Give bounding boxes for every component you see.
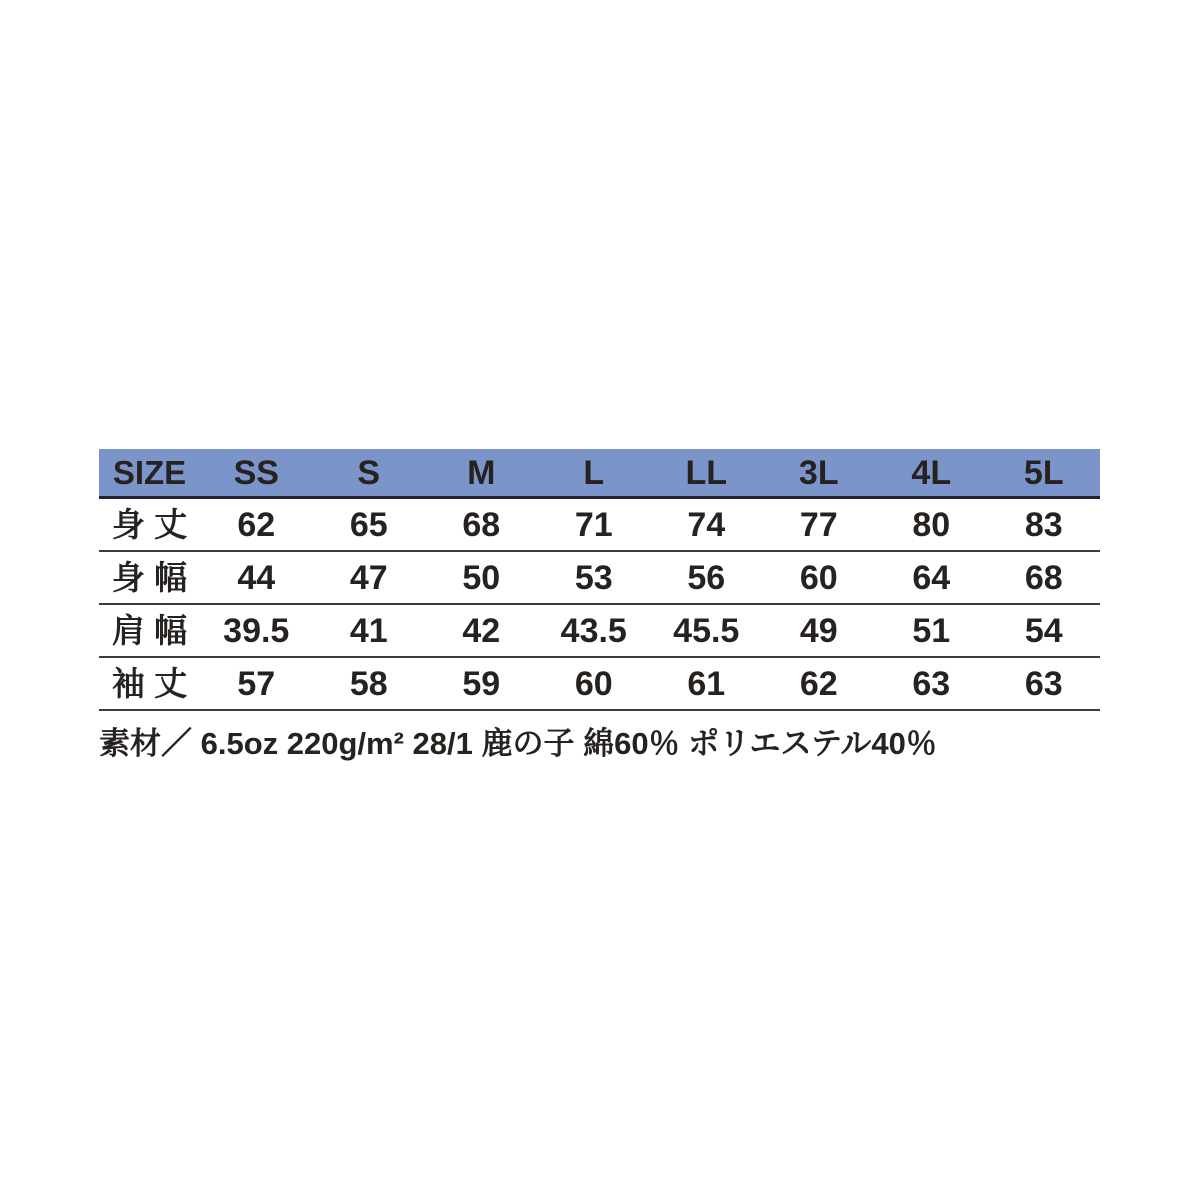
measurement-value: 59 <box>462 664 501 703</box>
size-column-3L: 3L <box>798 453 839 492</box>
measurement-value: 62 <box>799 664 838 703</box>
size-column-LL: LL <box>685 453 728 492</box>
measurement-value: 83 <box>1024 505 1063 544</box>
size-column-SS: SS <box>233 453 279 492</box>
measurement-value: 74 <box>687 505 726 544</box>
measurement-value: 71 <box>574 505 613 544</box>
size-table <box>99 449 1100 711</box>
measurement-value: 60 <box>799 558 838 597</box>
measurement-value: 56 <box>687 558 726 597</box>
table-row <box>99 658 1100 711</box>
measurement-value: 43.5 <box>560 611 627 650</box>
row-label: 身 丈 <box>111 506 188 543</box>
table-row <box>99 499 1100 552</box>
measurement-value: 54 <box>1024 611 1063 650</box>
measurement-value: 68 <box>462 505 501 544</box>
measurement-value: 68 <box>1024 558 1063 597</box>
measurement-value: 57 <box>237 664 276 703</box>
size-column-M: M <box>467 453 496 492</box>
size-column-5L: 5L <box>1023 453 1064 492</box>
measurement-value: 63 <box>912 664 951 703</box>
measurement-value: 58 <box>349 664 388 703</box>
measurement-value: 51 <box>912 611 951 650</box>
measurement-value: 49 <box>799 611 838 650</box>
row-label: 肩 幅 <box>111 612 188 649</box>
measurement-value: 60 <box>574 664 613 703</box>
measurement-value: 80 <box>912 505 951 544</box>
measurement-value: 50 <box>462 558 501 597</box>
measurement-value: 47 <box>349 558 388 597</box>
size-header-label: SIZE <box>112 454 187 491</box>
measurement-value: 45.5 <box>673 611 740 650</box>
measurement-value: 63 <box>1024 664 1063 703</box>
measurement-value: 53 <box>574 558 613 597</box>
size-column-4L: 4L <box>911 453 952 492</box>
size-column-L: L <box>583 453 605 492</box>
size-column-S: S <box>357 453 381 492</box>
measurement-value: 39.5 <box>223 611 290 650</box>
measurement-value: 61 <box>687 664 726 703</box>
measurement-value: 64 <box>912 558 951 597</box>
measurement-value: 41 <box>349 611 388 650</box>
row-label: 身 幅 <box>111 559 188 596</box>
measurement-value: 42 <box>462 611 501 650</box>
measurement-value: 77 <box>799 505 838 544</box>
measurement-value: 65 <box>349 505 388 544</box>
table-row <box>99 605 1100 658</box>
measurement-value: 44 <box>237 558 276 597</box>
size-table-header-row <box>99 449 1100 499</box>
table-row <box>99 552 1100 605</box>
material-note: 素材／ 6.5oz 220g/m² 28/1 鹿の子 綿60％ ポリエステル40％ <box>99 726 937 761</box>
measurement-value: 62 <box>237 505 276 544</box>
row-label: 袖 丈 <box>111 665 188 702</box>
size-table-body <box>99 499 1100 711</box>
